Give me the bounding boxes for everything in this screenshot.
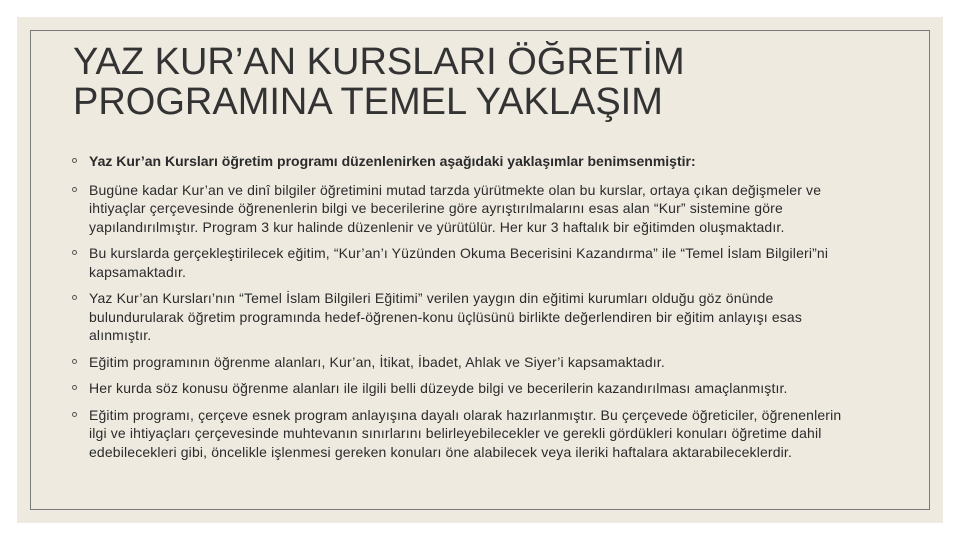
bullet-item (72, 244, 862, 281)
bullet-marker-icon (72, 412, 77, 417)
bullet-marker-icon (72, 250, 77, 255)
bullet-text: Yaz Kur’an Kursları’nın “Temel İslam Bilgileri Eğitimi” verilen yaygın din eğitimi kurumları olduğu göz önünde bulundurularak öğretim programında hedef-öğrenen-konu üçlüsünü birlikte değerlendiren bir eğitim anlayışı esas alınmıştır. (89, 290, 803, 343)
bullet-text: Yaz Kur’an Kursları öğretim programı düzenlenirken aşağıdaki yaklaşımlar benimsenmiştir: (89, 153, 696, 169)
bullet-item (72, 152, 862, 171)
bullet-text: Her kurda söz konusu öğrenme alanları ile ilgili belli düzeyde bilgi ve becerilerin kazandırılması amaçlanmıştır. (89, 380, 788, 396)
bullet-marker-icon (72, 187, 77, 192)
bullet-item (72, 379, 862, 398)
bullet-marker-icon (72, 359, 77, 364)
slide-title-line-2: PROGRAMINA TEMEL YAKLAŞIM (73, 81, 663, 123)
bullet-item (72, 181, 862, 237)
slide-title-line-1: YAZ KUR’AN KURSLARI ÖĞRETİM (73, 41, 685, 83)
bullet-marker-icon (72, 385, 77, 390)
bullet-text: Bugüne kadar Kur’an ve dinî bilgiler öğretimini mutad tarzda yürütmekte olan bu kurslar, ortaya çıkan değişmeler ve ihtiyaçlar çerçevesinde öğrenenlerin bilgi ve becerilerine göre ayrıştırılmalarını esas alan “Kur” sistemine göre yapılandırılmıştır. Program 3 kur halinde düzenlenir ve yürütülür. Her kur 3 haftalık bir eğitimden oluşmaktadır. (89, 181, 822, 235)
bullet-item (72, 289, 862, 345)
bullet-text: Eğitim programının öğrenme alanları, Kur’an, İtikat, İbadet, Ahlak ve Siyer’i kapsamaktadır. (89, 353, 665, 370)
bullet-list (72, 152, 862, 469)
bullet-item (72, 353, 862, 372)
bullet-text: Eğitim programı, çerçeve esnek program anlayışına dayalı olarak hazırlanmıştır. Bu çerçevede öğreticiler, öğrenenlerin ilgi ve ihtiyaçları çerçevesinde muhtevanın sınırlarını belirleyebilecekler ve gerekli gördükleri konuları öğretime dahil edebilecekleri gibi, öncelikle işlenmesi gereken konuları öne alabilecek veya ileriki haftalara aktarabileceklerdir. (89, 406, 842, 460)
bullet-marker-icon (72, 158, 77, 163)
slide-title (73, 42, 685, 122)
bullet-item (72, 406, 862, 462)
bullet-text: Bu kurslarda gerçekleştirilecek eğitim, “Kur’an’ı Yüzünden Okuma Becerisini Kazandırma” ile “Temel İslam Bilgileri”ni kapsamaktadır. (89, 245, 829, 280)
bullet-marker-icon (72, 295, 77, 300)
